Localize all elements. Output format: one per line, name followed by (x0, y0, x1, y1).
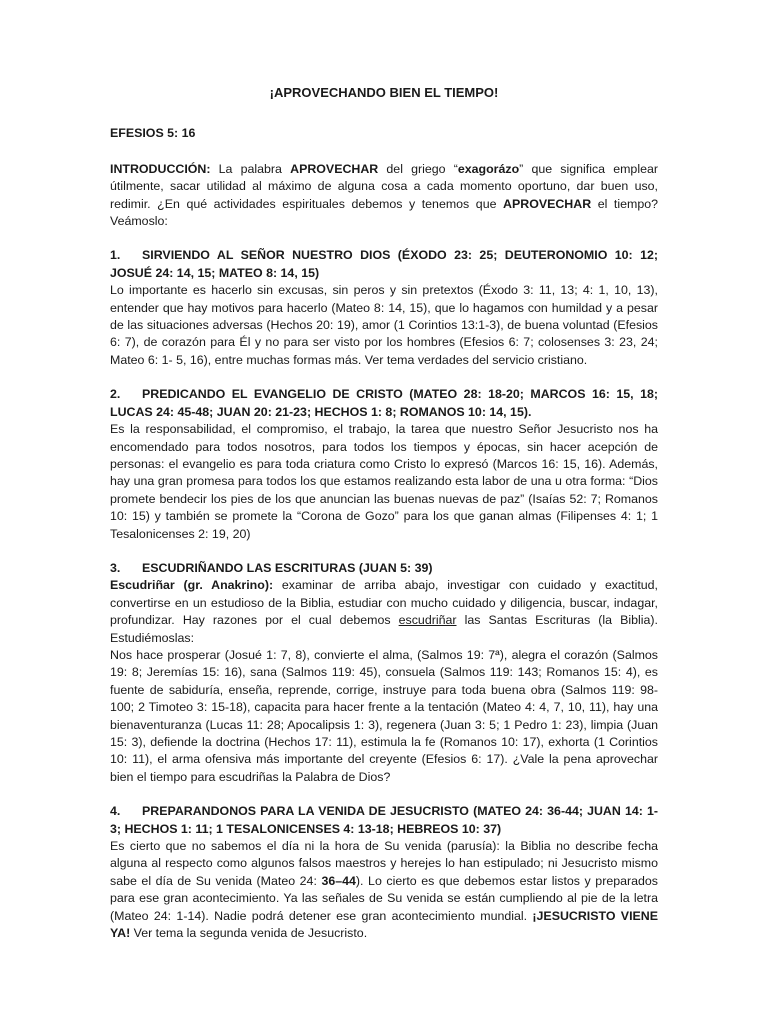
intro-keyword: APROVECHAR (290, 161, 379, 176)
document-title: ¡APROVECHANDO BIEN EL TIEMPO! (269, 85, 499, 100)
section-3 (110, 560, 658, 786)
definition-term: Escudriñar (gr. Anakrino): (110, 578, 274, 593)
intro-greek-term: exagorázo (457, 161, 520, 176)
closing-exclamation: ¡JESUCRISTO VIENE YA! (110, 908, 658, 941)
section-4 (110, 803, 658, 942)
section-number: 1. (110, 248, 121, 263)
section-body: Es cierto que no sabemos el día ni la hora de Su venida (parusía): la Biblia no describe fecha alguna al respecto como algunos falsos maestros y herejes lo han estipulado; ni Jesucristo mismo sabe el día de Su venida (Mateo 24: 36–44). Lo cierto es que debemos estar listos y preparados para ese gran acontecimiento. Ya las señales de Su venida se están cumpliendo al pie de la letra (Mateo 24: 1-14). Nadie podrá detener ese gran acontecimiento mundial. ¡JESUCRISTO VIENE YA! Ver tema la segunda venida de Jesucristo. (110, 839, 658, 941)
section-heading: 3. ESCUDRIÑANDO LAS ESCRITURAS (JUAN 5: 39) (110, 560, 658, 577)
section-heading: 4. PREPARANDONOS PARA LA VENIDA DE JESUCRISTO (MATEO 24: 36-44; JUAN 14: 1-3; HECHOS 1: 11; 1 TESALONICENSES 4: 13-18; HEBREOS 10: 37) (110, 804, 658, 836)
intro-label: INTRODUCCIÓN: (110, 161, 211, 176)
section-body: Es la responsabilidad, el compromiso, el trabajo, la tarea que nuestro Señor Jesucristo nos ha encomendado para todos nosotros, para todos los tiempos y épocas, sin hacer acepción de personas: el evangelio es para toda criatura como Cristo lo expresó (Marcos 16: 15, 16). Además, hay una gran promesa para todos los que estamos realizando esta labor de una u otra forma: “Dios promete bendecir los pies de los que anuncian las buenas nuevas de paz” (Isaías 52: 7; Romanos 10: 15) y también se promete la “Corona de Gozo” para los que ganan almas (Filipenses 4: 1; 1 Tesalonicenses 2: 19, 20) (110, 422, 658, 541)
intro-keyword-2: APROVECHAR (503, 196, 592, 211)
section-heading: 1. SIRVIENDO AL SEÑOR NUESTRO DIOS (ÉXODO 23: 25; DEUTERONOMIO 10: 12; JOSUÉ 24: 14, 15; MATEO 8: 14, 15) (110, 248, 658, 280)
section-2 (110, 386, 658, 543)
section-1 (110, 247, 658, 369)
section-number: 2. (110, 387, 121, 402)
section-number: 4. (110, 804, 121, 819)
scripture-reference: EFESIOS 5: 16 (110, 126, 196, 141)
section-heading: 2. PREDICANDO EL EVANGELIO DE CRISTO (MATEO 28: 18-20; MARCOS 16: 15, 18; LUCAS 24: 45-48; JUAN 20: 21-23; HECHOS 1: 8; ROMANOS 10: 14, 15). (110, 387, 658, 419)
definition-paragraph: Escudriñar (gr. Anakrino): examinar de arriba abajo, investigar con cuidado y exactitud, convertirse en un estudioso de la Biblia, estudiar con mucho cuidado y diligencia, buscar, indagar, profundizar. Hay razones por el cual debemos escudriñar las Santas Escrituras (la Biblia). Estudiémoslas: (110, 578, 659, 645)
section-body: Nos hace prosperar (Josué 1: 7, 8), convierte el alma, (Salmos 19: 7ª), alegra el corazón (Salmos 19: 8; Jeremías 15: 16), sana (Salmos 119: 45), consuela (Salmos 119: 143; Romanos 15: 4), es fuente de sabiduría, enseña, reprende, corrige, instruye para toda buena obra (Salmos 119: 98-100; 2 Timoteo 3: 15-18), capacita para hacer frente a la tentación (Mateo 4: 4, 7, 10, 11), hay una bienaventuranza (Lucas 11: 28; Apocalipsis 1: 3), regenera (Juan 3: 5; 1 Pedro 1: 23), limpia (Juan 15: 3), defiende la doctrina (Hechos 17: 11), estimula la fe (Romanos 10: 17), exhorta (1 Corintios 10: 11), el arma ofensiva más importante del creyente (Efesios 6: 17). ¿Vale la pena aprovechar bien el tiempo para escudriñas la Palabra de Dios? (110, 647, 658, 784)
section-number: 3. (110, 560, 121, 575)
section-body: Lo importante es hacerlo sin excusas, sin peros y sin pretextos (Éxodo 3: 11, 13; 4: 1, 10, 13), entender que hay motivos para hacerlo (Mateo 8: 14, 15), que lo hagamos con humildad y a pesar de las situaciones adversas (Hechos 20: 19), amor (1 Corintios 13:1-3), de buena voluntad (Efesios 6: 7), de corazón para Él y no para ser visto por los hombres (Efesios 6: 7; colosenses 3: 23, 24; Mateo 6: 1- 5, 16), entre muchas formas más. Ver tema verdades del servicio cristiano. (110, 283, 658, 367)
underlined-word: escudriñar (398, 613, 457, 628)
introduction-paragraph: INTRODUCCIÓN: La palabra APROVECHAR del griego “exagorázo” que significa emplear útilmente, sacar utilidad al máximo de alguna cosa a cada momento oportuno, dar buen uso, redimir. ¿En qué actividades espirituales debemos y tenemos que APROVECHAR el tiempo? Veámoslo: (110, 161, 658, 229)
bold-reference: 36–44 (321, 873, 356, 888)
